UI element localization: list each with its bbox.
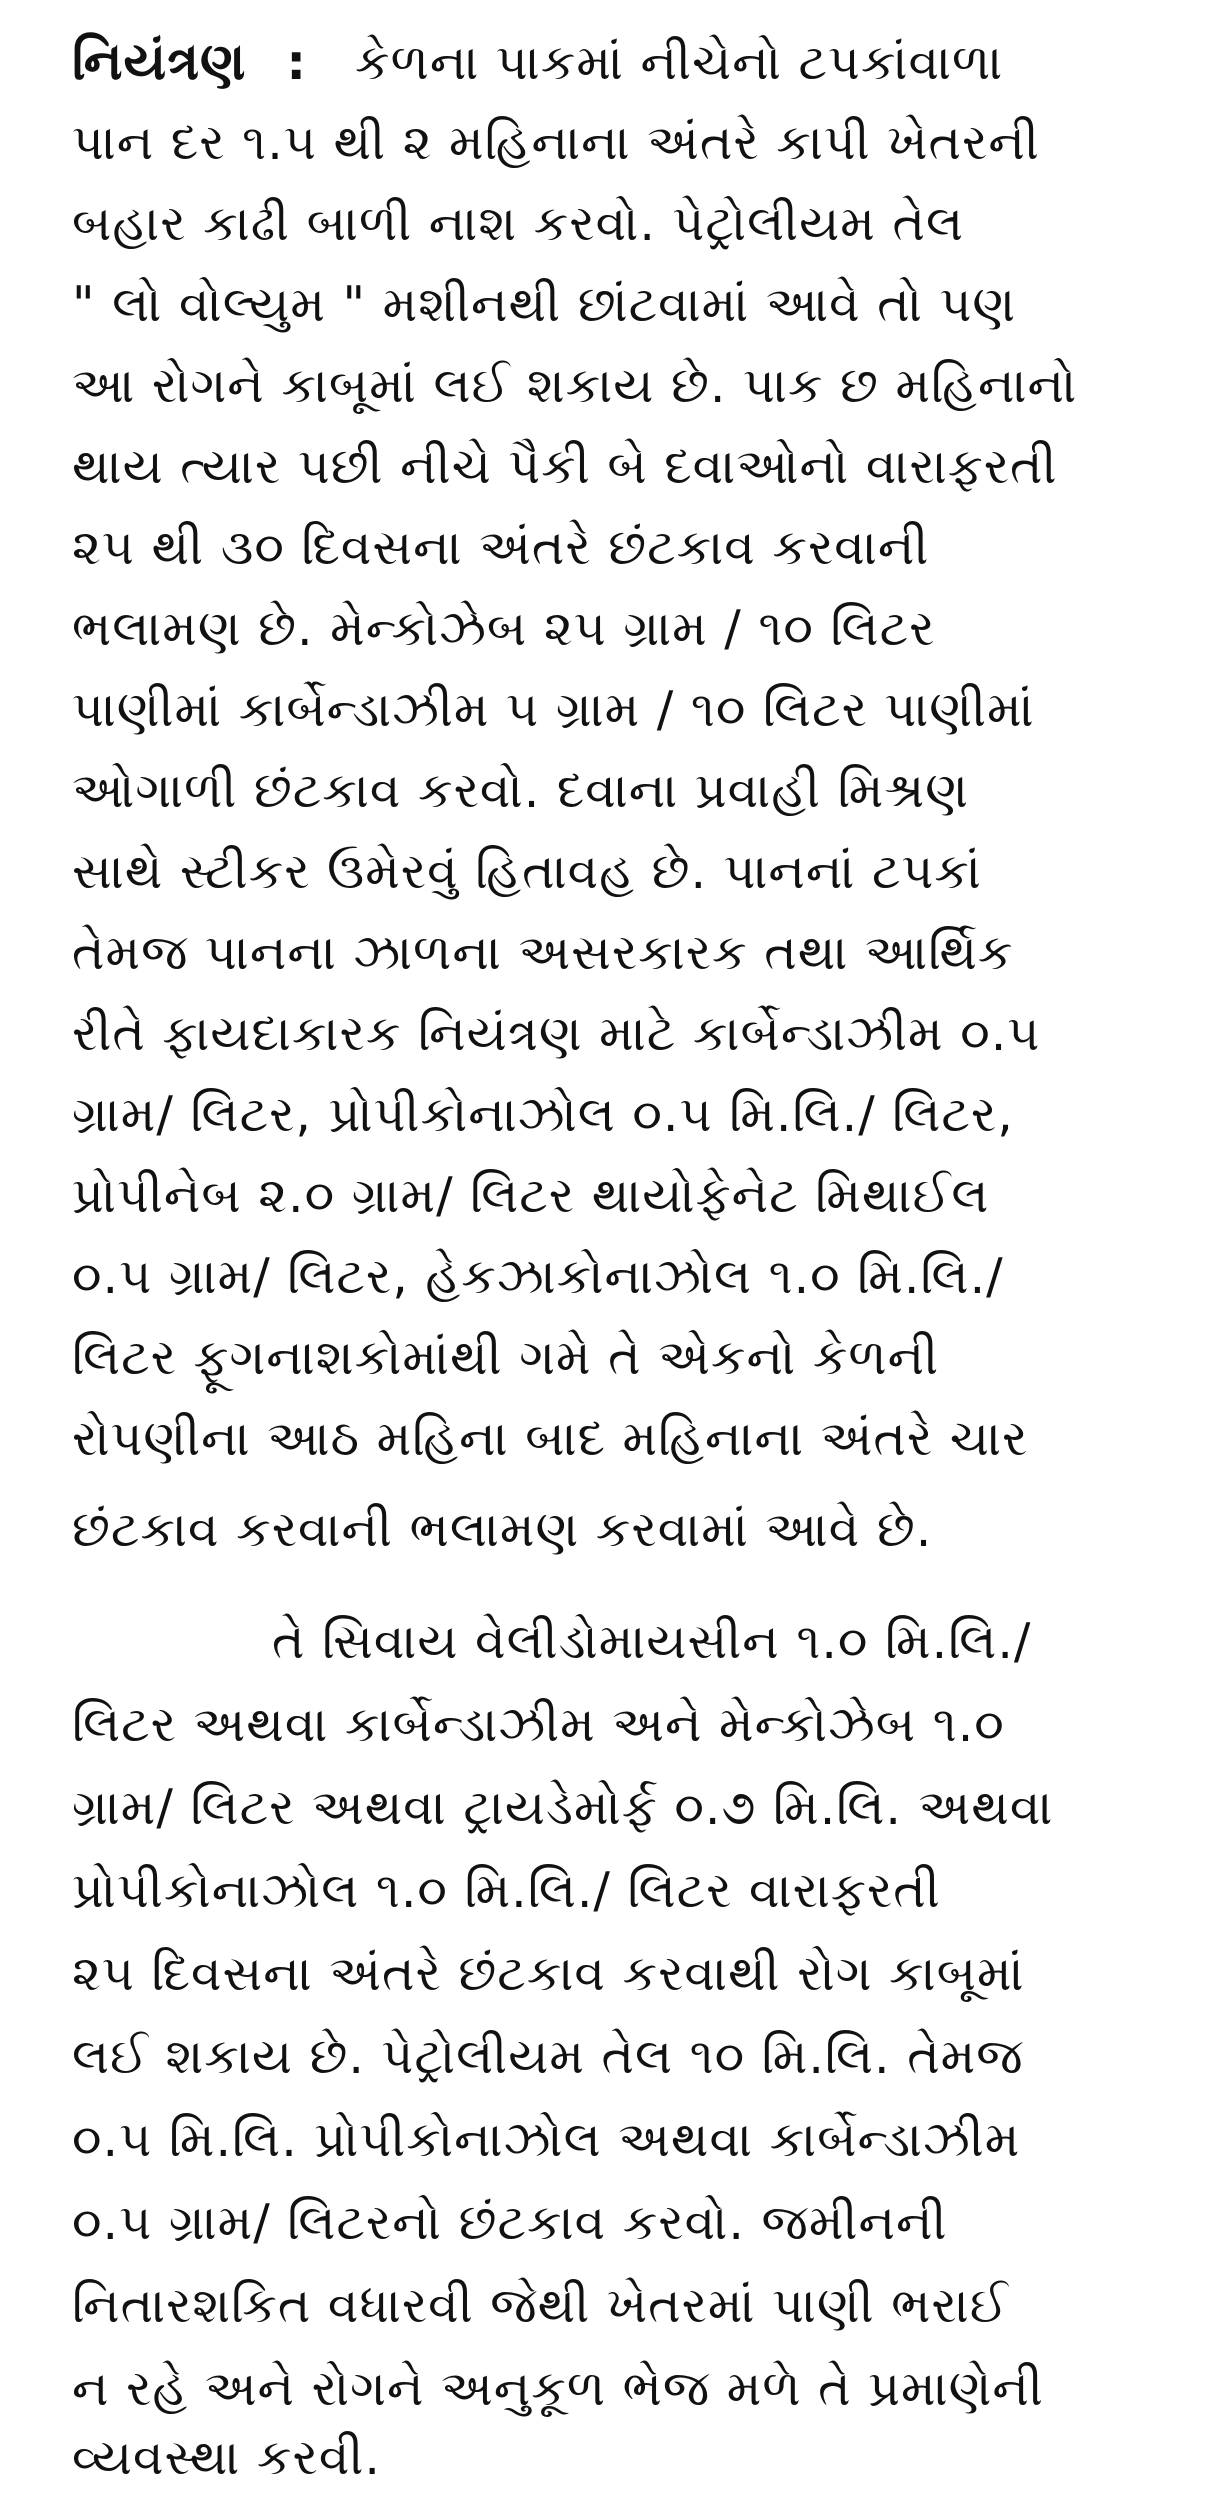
text-line: ૦.૫ ગ્રામ/ લિટર, હેકઝાકોનાઝોલ ૧.૦ મિ.લિ./ [72, 1248, 1004, 1305]
text-line: સાથે સ્ટીકર ઉમેરવું હિતાવહ છે. પાનનાં ટપકાં [72, 843, 982, 900]
text-line: ગ્રામ/ લિટર, પ્રોપીકોનાઝોલ ૦.૫ મિ.લિ./ લિટર, [72, 1086, 1014, 1143]
text-line: રીતે ફાયદાકારક નિયંત્રણ માટે કાર્બેન્ડાઝીમ ૦.૫ [72, 1005, 1041, 1062]
text-line [72, 22, 1172, 102]
text-line: ૨૫ થી ૩૦ દિવસના અંતરે છંટકાવ કરવાની [72, 519, 930, 576]
text-line: લિટર ફૂગનાશકોમાંથી ગમે તે એકનો કેળની [72, 1329, 940, 1386]
text-line: વ્યવસ્થા કરવી. [72, 2429, 381, 2486]
text-line: પ્રોપીનેબ ૨.૦ ગ્રામ/ લિટર થાયોફેનેટ મિથાઈલ [72, 1167, 990, 1224]
text-line: આ રોગને કાબૂમાં લઈ શકાય છે. પાક છ મહિનાનો [72, 357, 1078, 414]
text-line: ભલામણ છે. મેન્કોઝેબ ૨૫ ગ્રામ / ૧૦ લિટર [72, 600, 936, 657]
text-line: તેમજ પાનના ઝાળના અસરકારક તથા આર્થિક [72, 924, 1014, 981]
text-line: બહાર કાઢી બાળી નાશ કરવો. પેટ્રોલીયમ તેલ [72, 195, 964, 252]
text-line: ઓગાળી છંટકાવ કરવો. દવાના પ્રવાહી મિશ્રણ [72, 762, 969, 819]
text-line: છંટકાવ કરવાની ભલામણ કરવામાં આવે છે. [72, 1501, 933, 1558]
text-line: પ્રોપીકોનાઝોલ ૧.૦ મિ.લિ./ લિટર વારાફરતી [72, 1862, 941, 1919]
text-line: પાન દર ૧.૫ થી ૨ મહિનાના અંતરે કાપી ખેતરની [72, 114, 1040, 171]
text-line: ૦.૫ ગ્રામ/ લિટરનો છંટકાવ કરવો. જમીનની [72, 2194, 948, 2251]
text-line: નિતારશકિત વધારવી જેથી ખેતરમાં પાણી ભરાઈ [72, 2277, 1009, 2334]
text-line: ન રહે અને રોગને અનુકૂળ ભેજ મળે તે પ્રમાણેની [72, 2360, 1044, 2417]
line-text: કેળના પાકમાં નીચેનો ટપકાંવાળા [355, 34, 1004, 91]
section-heading: નિયંત્રણ [72, 32, 247, 92]
text-line: લઈ શકાય છે. પેટ્રોલીયમ તેલ ૧૦ મિ.લિ. તેમજ [72, 2028, 1024, 2085]
text-line: ગ્રામ/ લિટર અથવા ટ્રાયડેમોર્ફ ૦.૭ મિ.લિ. અથવા [72, 1779, 1054, 1836]
text-line: લિટર અથવા કાર્બેન્ડાઝીમ અને મેન્કોઝેબ ૧.૦ [72, 1696, 1005, 1753]
text-line: રોપણીના આઠ મહિના બાદ મહિનાના અંતરે ચાર [72, 1410, 1029, 1467]
text-line: ૦.૫ મિ.લિ. પ્રોપીકોનાઝોલ અથવા કાર્બેન્ડાઝીમ [72, 2111, 1021, 2168]
text-line: ૨૫ દિવસના અંતરે છંટકાવ કરવાથી રોગ કાબૂમાં [72, 1945, 1025, 2002]
text-line: તે સિવાય વેલીડોમાયસીન ૧.૦ મિ.લિ./ [272, 1613, 1032, 1670]
heading-separator: : [286, 34, 308, 91]
text-line: થાય ત્યાર પછી નીચે પૈકી બે દવાઓનો વારાફરતી [72, 438, 1058, 495]
text-line: પાણીમાં કાર્બેન્ડાઝીમ ૫ ગ્રામ / ૧૦ લિટર પાણીમાં [72, 681, 1035, 738]
text-line: " લો વોલ્યુમ " મશીનથી છાંટવામાં આવે તો પણ [72, 276, 1017, 333]
